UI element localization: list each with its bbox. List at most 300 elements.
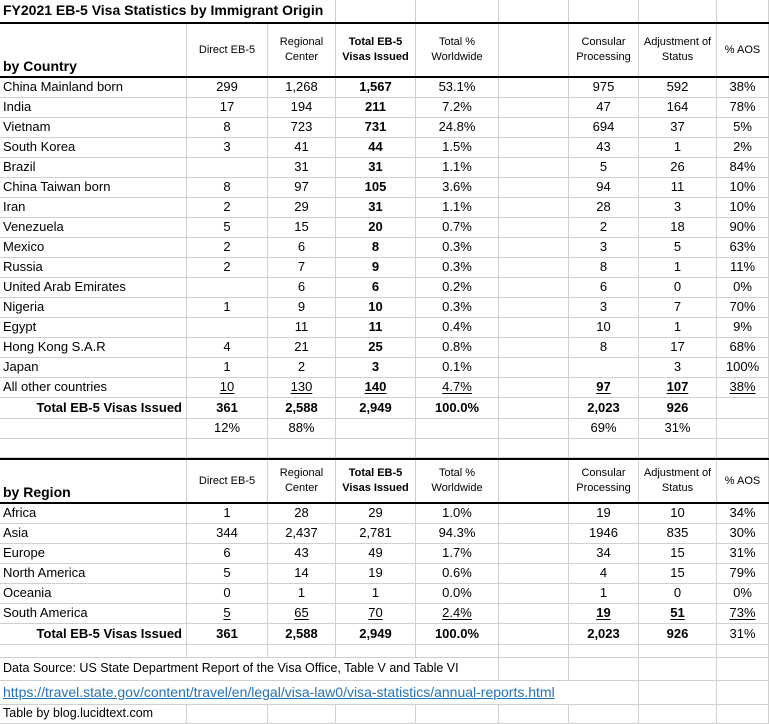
spacer-cell [499,378,569,398]
country-section-label: by Country [0,24,187,76]
spacer-cell [639,645,717,658]
row-label: Nigeria [0,298,187,318]
spacer-cell [268,645,336,658]
value-cell: 6 [569,278,639,298]
value-cell [187,318,268,338]
total-value-cell: 2,023 [569,398,639,419]
total-value-cell: 2,588 [268,624,336,645]
empty-cell [416,0,499,22]
value-cell: 8 [569,338,639,358]
value-cell [187,278,268,298]
empty-cell [569,0,639,22]
value-cell: 28 [268,504,336,524]
total-value-cell: 100.0% [416,398,499,419]
value-cell: 41 [268,138,336,158]
value-cell: 25 [336,338,416,358]
value-cell: 19 [569,604,639,624]
value-cell: 31 [268,158,336,178]
total-value-cell: 2,949 [336,624,416,645]
spacer-cell [499,298,569,318]
country-row [0,78,769,98]
value-cell: 1 [639,258,717,278]
value-cell: 29 [268,198,336,218]
table-body [0,24,769,658]
value-cell: 107 [639,378,717,398]
value-cell: 8 [569,258,639,278]
value-cell: 130 [268,378,336,398]
value-cell: 140 [336,378,416,398]
value-cell: 94.3% [416,524,499,544]
region-row [0,584,769,604]
value-cell: 0.1% [416,358,499,378]
total-value-cell: 926 [639,398,717,419]
value-cell: 9% [717,318,769,338]
empty-cell [639,705,717,724]
value-cell: 5 [187,604,268,624]
value-cell: 68% [717,338,769,358]
spacer-cell [499,278,569,298]
region-section-label: by Region [0,460,187,502]
value-cell: 9 [336,258,416,278]
value-cell: 105 [336,178,416,198]
spacer-cell [499,98,569,118]
spacer-cell [499,624,569,645]
spacer-cell [499,645,569,658]
total-value-cell: 2,949 [336,398,416,419]
value-cell: 299 [187,78,268,98]
country-row [0,138,769,158]
value-cell: 90% [717,218,769,238]
value-cell: 0 [187,584,268,604]
total-value-cell: 361 [187,624,268,645]
spacer-cell [499,118,569,138]
value-cell: 3.6% [416,178,499,198]
value-cell: 1 [187,358,268,378]
column-header: Total % Worldwide [416,24,499,76]
empty-cell [336,0,416,22]
total-value-cell: 926 [639,624,717,645]
empty-cell [717,658,769,681]
country-row [0,258,769,278]
empty-cell [499,705,569,724]
spacer-cell [416,419,499,439]
value-cell: 1 [268,584,336,604]
value-cell: 84% [717,158,769,178]
value-cell: 1 [569,584,639,604]
value-cell: 34 [569,544,639,564]
value-cell: 14 [268,564,336,584]
value-cell: 100% [717,358,769,378]
spacer-cell [569,645,639,658]
row-label: Mexico [0,238,187,258]
value-cell: 20 [336,218,416,238]
value-cell: 2 [187,198,268,218]
value-cell: 43 [569,138,639,158]
spacer-cell [717,419,769,439]
row-label: China Mainland born [0,78,187,98]
value-cell: 47 [569,98,639,118]
value-cell: 49 [336,544,416,564]
spacer-cell [499,78,569,98]
value-cell [187,158,268,178]
column-header: Total % Worldwide [416,460,499,502]
row-label: Japan [0,358,187,378]
value-cell: 34% [717,504,769,524]
value-cell: 78% [717,98,769,118]
value-cell: 1 [187,504,268,524]
value-cell: 26 [639,158,717,178]
empty-cell [416,705,499,724]
value-cell: 5 [187,564,268,584]
row-label: North America [0,564,187,584]
value-cell: 1,268 [268,78,336,98]
value-cell: 1 [336,584,416,604]
value-cell: 5% [717,118,769,138]
region-row [0,544,769,564]
spacer-cell [499,604,569,624]
row-label [0,419,187,439]
share-value-cell: 69% [569,419,639,439]
spacer-cell [499,524,569,544]
column-header: Adjustment of Status [639,24,717,76]
column-header: Regional Center [268,460,336,502]
value-cell: 3 [639,198,717,218]
value-cell: 18 [639,218,717,238]
value-cell: 9 [268,298,336,318]
total-label: Total EB-5 Visas Issued [0,398,187,419]
spacer-cell [336,439,416,458]
value-cell: 5 [639,238,717,258]
value-cell: 1.1% [416,158,499,178]
value-cell: 10 [187,378,268,398]
region-row [0,524,769,544]
country-row [0,158,769,178]
country-row [0,238,769,258]
value-cell: 723 [268,118,336,138]
share-value-cell: 12% [187,419,268,439]
value-cell: 29 [336,504,416,524]
spacer-cell [499,439,569,458]
row-label: United Arab Emirates [0,278,187,298]
total-label: Total EB-5 Visas Issued [0,624,187,645]
empty-cell [499,658,569,681]
spacer-cell [499,318,569,338]
spacer-cell [187,439,268,458]
country-row [0,378,769,398]
spacer-cell [0,439,187,458]
row-label: Egypt [0,318,187,338]
share-value-cell: 88% [268,419,336,439]
spacer-cell [187,645,268,658]
value-cell: 2 [268,358,336,378]
value-cell: 2 [187,238,268,258]
value-cell: 7 [639,298,717,318]
value-cell: 31 [336,158,416,178]
credit-row [0,705,769,724]
value-cell: 1.1% [416,198,499,218]
value-cell: 694 [569,118,639,138]
value-cell: 19 [569,504,639,524]
row-label: All other countries [0,378,187,398]
row-label: South America [0,604,187,624]
column-header: Regional Center [268,24,336,76]
value-cell: 15 [268,218,336,238]
column-header: Total EB-5 Visas Issued [336,24,416,76]
column-header: Adjustment of Status [639,460,717,502]
row-label: Oceania [0,584,187,604]
value-cell: 0.4% [416,318,499,338]
value-cell: 21 [268,338,336,358]
share-value-cell: 31% [639,419,717,439]
country-total-row [0,398,769,419]
value-cell: 8 [187,178,268,198]
row-label: Vietnam [0,118,187,138]
spacer-cell [499,258,569,278]
value-cell: 3 [187,138,268,158]
value-cell: 2,781 [336,524,416,544]
value-cell: 4 [187,338,268,358]
empty-cell [187,705,268,724]
value-cell: 7.2% [416,98,499,118]
value-cell: 0.2% [416,278,499,298]
value-cell: 4 [569,564,639,584]
region-header-row [0,458,769,504]
value-cell: 10% [717,178,769,198]
value-cell: 3 [639,358,717,378]
spacer-cell [499,24,569,76]
value-cell: 38% [717,378,769,398]
spacer-cell [499,544,569,564]
value-cell: 0.8% [416,338,499,358]
total-value-cell: 31% [717,624,769,645]
spacer-cell [717,439,769,458]
value-cell: 6 [268,278,336,298]
country-row [0,358,769,378]
spacer-cell [499,398,569,419]
value-cell: 65 [268,604,336,624]
value-cell: 0.3% [416,298,499,318]
spacer-cell [569,439,639,458]
value-cell: 8 [187,118,268,138]
value-cell: 6 [187,544,268,564]
spacer-cell [499,238,569,258]
country-row [0,178,769,198]
value-cell: 4.7% [416,378,499,398]
value-cell: 6 [336,278,416,298]
column-header: Total EB-5 Visas Issued [336,460,416,502]
spacer-cell [499,158,569,178]
column-header: Consular Processing [569,460,639,502]
value-cell: 11 [336,318,416,338]
empty-cell [499,0,569,22]
spacer-cell [499,419,569,439]
value-cell: 11 [268,318,336,338]
value-cell: 0.3% [416,238,499,258]
region-row [0,564,769,584]
empty-cell [336,705,416,724]
value-cell: 1 [187,298,268,318]
total-value-cell: 100.0% [416,624,499,645]
value-cell: 17 [639,338,717,358]
region-total-row [0,624,769,645]
value-cell: 73% [717,604,769,624]
value-cell: 10 [336,298,416,318]
value-cell: 194 [268,98,336,118]
row-label: Africa [0,504,187,524]
spacer-row [0,439,769,458]
country-row [0,338,769,358]
row-label: Hong Kong S.A.R [0,338,187,358]
value-cell: 1.0% [416,504,499,524]
spacer-cell [499,460,569,502]
credit-text: Table by blog.lucidtext.com [0,705,187,724]
value-cell: 63% [717,238,769,258]
row-label: Iran [0,198,187,218]
value-cell: 0.7% [416,218,499,238]
value-cell: 19 [336,564,416,584]
spacer-cell [499,138,569,158]
spacer-cell [499,564,569,584]
value-cell: 11% [717,258,769,278]
value-cell: 30% [717,524,769,544]
value-cell: 344 [187,524,268,544]
spacer-cell [499,218,569,238]
value-cell: 79% [717,564,769,584]
empty-cell [639,0,717,22]
value-cell: 53.1% [416,78,499,98]
empty-cell [569,705,639,724]
value-cell: 0% [717,584,769,604]
source-link-cell [0,681,639,705]
empty-cell [268,705,336,724]
region-row [0,604,769,624]
value-cell: 5 [187,218,268,238]
value-cell: 17 [187,98,268,118]
value-cell: 1 [639,138,717,158]
row-label: China Taiwan born [0,178,187,198]
value-cell: 0% [717,278,769,298]
spacer-row [0,645,769,658]
value-cell: 0.3% [416,258,499,278]
source-link[interactable]: https://travel.state.gov/content/travel/en/legal/visa-law0/visa-statistics/annual-reports.html [3,683,555,700]
empty-cell [639,658,717,681]
total-value-cell: 361 [187,398,268,419]
value-cell: 164 [639,98,717,118]
value-cell: 975 [569,78,639,98]
value-cell: 211 [336,98,416,118]
page-title: FY2021 EB-5 Visa Statistics by Immigrant Origin [0,0,336,22]
value-cell: 51 [639,604,717,624]
row-label: India [0,98,187,118]
value-cell: 2% [717,138,769,158]
value-cell: 94 [569,178,639,198]
column-header: Consular Processing [569,24,639,76]
source-link-row [0,681,769,705]
value-cell: 37 [639,118,717,138]
country-share-row [0,419,769,439]
spacer-cell [268,439,336,458]
spacer-cell [499,358,569,378]
value-cell: 3 [336,358,416,378]
value-cell: 1,567 [336,78,416,98]
spacer-cell [336,419,416,439]
value-cell: 10 [639,504,717,524]
value-cell: 70% [717,298,769,318]
empty-cell [717,0,769,22]
value-cell: 31% [717,544,769,564]
spacer-cell [499,504,569,524]
value-cell: 2 [569,218,639,238]
spacer-cell [717,645,769,658]
empty-cell [717,705,769,724]
row-label: Europe [0,544,187,564]
country-row [0,318,769,338]
value-cell: 1.5% [416,138,499,158]
country-row [0,118,769,138]
value-cell: 38% [717,78,769,98]
row-label: Brazil [0,158,187,178]
spacer-cell [499,584,569,604]
value-cell: 1946 [569,524,639,544]
value-cell: 2.4% [416,604,499,624]
row-label: Asia [0,524,187,544]
value-cell: 24.8% [416,118,499,138]
value-cell: 97 [569,378,639,398]
country-header-row [0,24,769,78]
value-cell [569,358,639,378]
value-cell: 731 [336,118,416,138]
value-cell: 15 [639,564,717,584]
total-value-cell: 2,023 [569,624,639,645]
value-cell: 11 [639,178,717,198]
data-source-text: Data Source: US State Department Report of the Visa Office, Table V and Table VI [0,658,499,681]
value-cell: 70 [336,604,416,624]
value-cell: 15 [639,544,717,564]
country-row [0,298,769,318]
empty-cell [717,681,769,705]
title-row [0,0,769,24]
value-cell: 2,437 [268,524,336,544]
total-value-cell [717,398,769,419]
value-cell: 5 [569,158,639,178]
country-row [0,278,769,298]
country-row [0,198,769,218]
value-cell: 8 [336,238,416,258]
country-row [0,218,769,238]
column-header: % AOS [717,24,769,76]
spacer-cell [0,645,187,658]
row-label: Venezuela [0,218,187,238]
row-label: South Korea [0,138,187,158]
value-cell: 0.6% [416,564,499,584]
region-row [0,504,769,524]
value-cell: 0.0% [416,584,499,604]
value-cell: 28 [569,198,639,218]
total-value-cell: 2,588 [268,398,336,419]
spacer-cell [336,645,416,658]
spacer-cell [639,439,717,458]
value-cell: 3 [569,298,639,318]
data-source-row [0,658,769,681]
empty-cell [569,658,639,681]
value-cell: 592 [639,78,717,98]
column-header: Direct EB-5 [187,460,268,502]
spacer-cell [499,198,569,218]
value-cell: 10% [717,198,769,218]
column-header: Direct EB-5 [187,24,268,76]
spacer-cell [499,338,569,358]
value-cell: 44 [336,138,416,158]
